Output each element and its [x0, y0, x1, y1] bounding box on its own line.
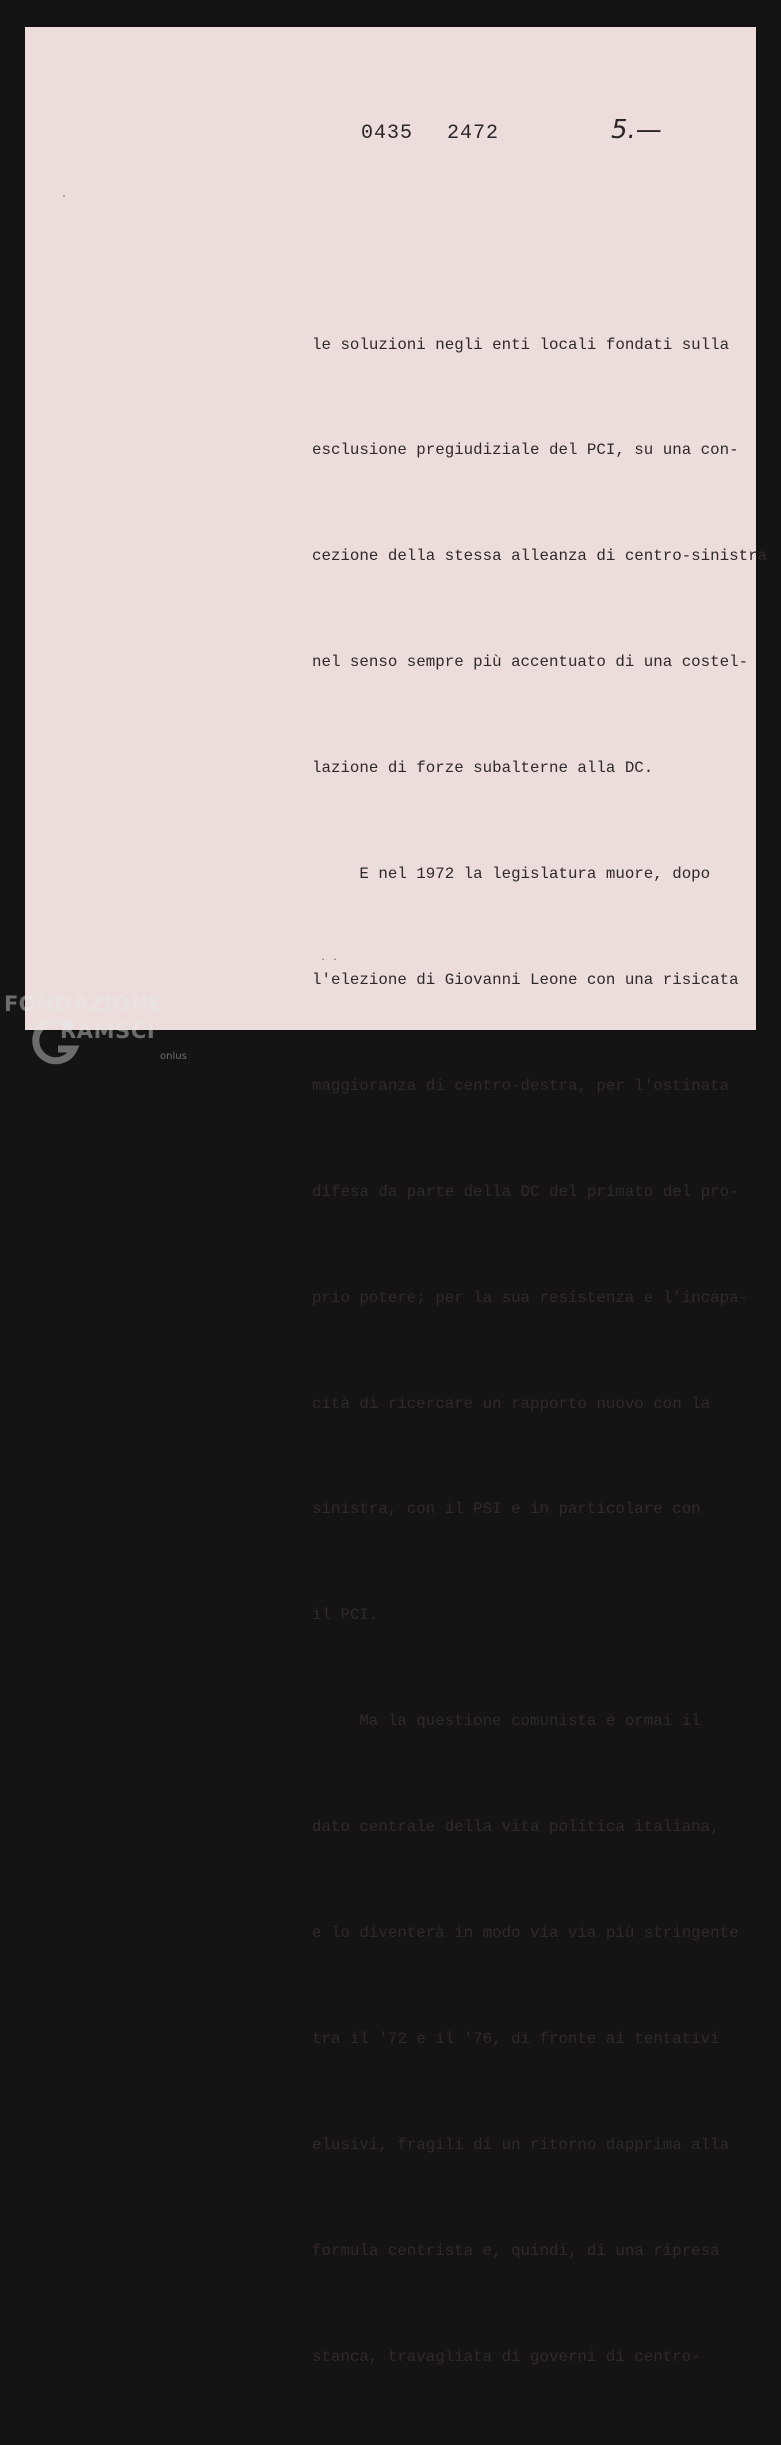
text-line: stanca, travagliata di governi di centro-	[312, 2347, 701, 2366]
fondazione-gramsci-watermark	[4, 992, 194, 1076]
paper-speck: ·	[61, 192, 68, 203]
text-line: l'elezione di Giovanni Leone con una risicata	[312, 970, 739, 989]
text-line: E nel 1972 la legislatura muore, dopo	[312, 865, 711, 884]
text-line: il PCI.	[312, 1606, 379, 1625]
watermark-line-2: RAMSCI	[60, 1019, 156, 1043]
text-line: nel senso sempre più accentuato di una costel-	[312, 653, 749, 672]
doc-number-part-1: 0435	[361, 122, 414, 145]
text-line: e lo diventerà in modo via via più stringente	[312, 1923, 739, 1942]
paper-speck: · ·	[320, 955, 339, 966]
watermark-suffix: onlus	[160, 1051, 187, 1062]
text-line: le soluzioni negli enti locali fondati sulla	[312, 335, 730, 354]
text-line: elusivi, fragili di un ritorno dapprima alla	[312, 2135, 730, 2154]
text-line: maggioranza di centro-destra, per l'ostinata	[312, 1076, 730, 1095]
watermark-line-1: FONDAZIONE	[4, 992, 164, 1016]
text-line: dato centrale della vita politica italiana,	[312, 1818, 720, 1837]
text-line: cezione della stessa alleanza di centro-sinistra	[312, 547, 768, 566]
doc-number-part-2: 2472	[447, 122, 500, 145]
text-line: tra il '72 e il '76, di fronte ai tentativi	[312, 2029, 720, 2048]
text-line: prio potere; per la sua resistenza e l'incapa-	[312, 1288, 749, 1307]
text-line: difesa da parte della DC del primato del pro-	[312, 1182, 739, 1201]
text-line: Ma la questione comunista è ormai il	[312, 1712, 701, 1731]
page-number-mark: 5.—	[611, 115, 662, 145]
text-line: lazione di forze subalterne alla DC.	[312, 759, 654, 778]
text-line: esclusione pregiudiziale del PCI, su una con-	[312, 441, 739, 460]
text-line: formula centrista e, quindi, di una ripresa	[312, 2241, 720, 2260]
text-line: cità di ricercare un rapporto nuovo con la	[312, 1394, 711, 1413]
typed-body-text	[312, 257, 772, 2445]
text-line: sinistra, con il PSI e in particolare con	[312, 1500, 701, 1519]
